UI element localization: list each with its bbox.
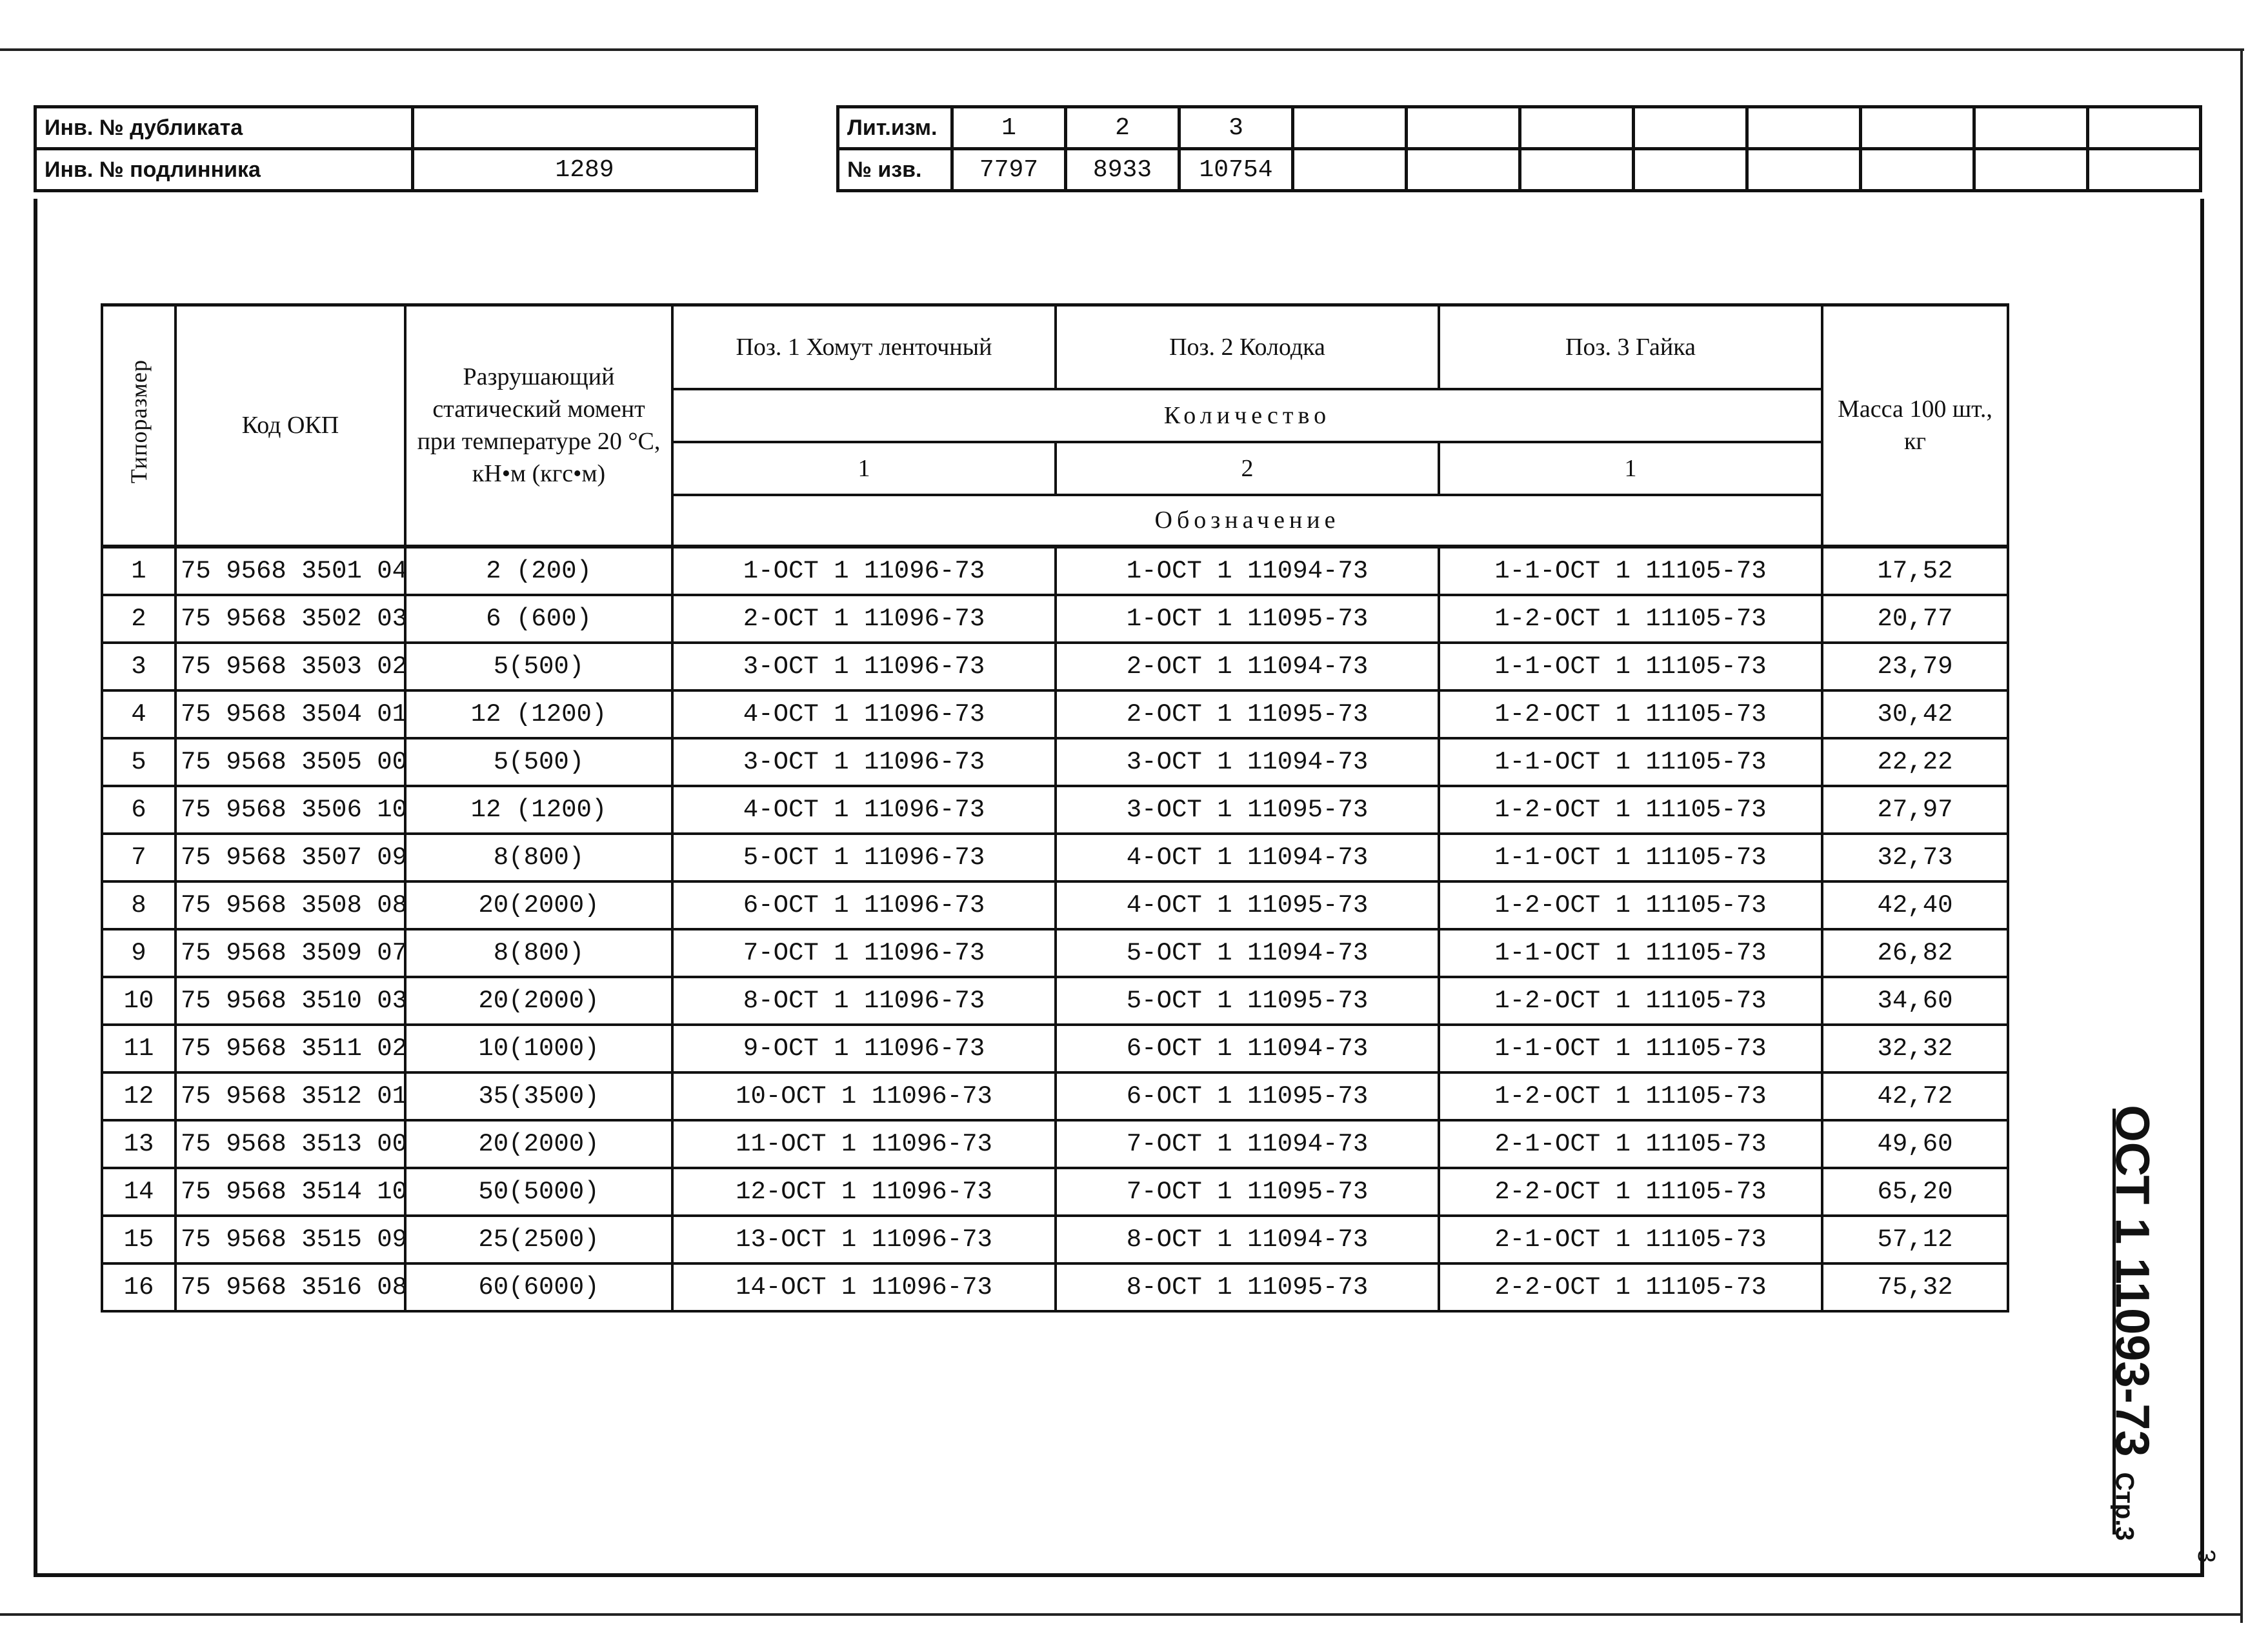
row-moment: 25(2500) [405, 1216, 672, 1263]
row-pos3-designation: 1-2-ОСТ 1 11105-73 [1439, 786, 1822, 834]
row-pos3-designation: 1-1-ОСТ 1 11105-73 [1439, 1025, 1822, 1072]
revision-letter-cell [1293, 107, 1407, 149]
table-row [102, 1025, 2008, 1072]
row-pos1-designation: 11-ОСТ 1 11096-73 [672, 1120, 1056, 1168]
row-pos2-designation: 5-ОСТ 1 11094-73 [1056, 929, 1439, 977]
row-mass: 32,73 [1822, 834, 2008, 881]
row-okp-code: 75 9568 3508 08 [176, 881, 405, 929]
row-size: 2 [102, 595, 176, 643]
row-okp-code: 75 9568 3511 02 [176, 1025, 405, 1072]
table-row [102, 929, 2008, 977]
row-pos3-designation: 1-1-ОСТ 1 11105-73 [1439, 738, 1822, 786]
row-pos1-designation: 9-ОСТ 1 11096-73 [672, 1025, 1056, 1072]
row-size: 5 [102, 738, 176, 786]
row-pos3-designation: 1-1-ОСТ 1 11105-73 [1439, 547, 1822, 595]
change-notice-cell [1634, 149, 1747, 191]
row-mass: 22,22 [1822, 738, 2008, 786]
table-row [102, 977, 2008, 1025]
change-notice-cell: 10754 [1179, 149, 1293, 191]
header-mass: Масса 100 шт., кг [1822, 305, 2008, 547]
table-row [102, 1216, 2008, 1263]
header-qty-pos3: 1 [1439, 442, 1822, 495]
row-okp-code: 75 9568 3514 10 [176, 1168, 405, 1216]
table-row [102, 881, 2008, 929]
row-pos2-designation: 6-ОСТ 1 11094-73 [1056, 1025, 1439, 1072]
row-mass: 17,52 [1822, 547, 2008, 595]
row-size: 13 [102, 1120, 176, 1168]
row-okp-code: 75 9568 3502 03 [176, 595, 405, 643]
row-okp-code: 75 9568 3509 07 [176, 929, 405, 977]
row-mass: 27,97 [1822, 786, 2008, 834]
header-breaking-moment: Разрушающий статический момент при температуре 20 °С, кН•м (кгс•м) [405, 305, 672, 547]
row-pos2-designation: 1-ОСТ 1 11095-73 [1056, 595, 1439, 643]
table-row [102, 834, 2008, 881]
row-okp-code: 75 9568 3504 01 [176, 690, 405, 738]
row-size: 8 [102, 881, 176, 929]
row-moment: 6 (600) [405, 595, 672, 643]
change-notice-label: № изв. [838, 149, 952, 191]
row-okp-code: 75 9568 3507 09 [176, 834, 405, 881]
table-row [102, 595, 2008, 643]
table-row [102, 1072, 2008, 1120]
header-tiporazmer-text: Типоразмер [126, 359, 152, 483]
page-edge-top-line [0, 48, 2244, 51]
row-pos2-designation: 5-ОСТ 1 11095-73 [1056, 977, 1439, 1025]
row-mass: 34,60 [1822, 977, 2008, 1025]
row-okp-code: 75 9568 3515 09 [176, 1216, 405, 1263]
row-pos2-designation: 7-ОСТ 1 11094-73 [1056, 1120, 1439, 1168]
row-okp-code: 75 9568 3501 04 [176, 547, 405, 595]
row-pos2-designation: 2-ОСТ 1 11095-73 [1056, 690, 1439, 738]
row-moment: 60(6000) [405, 1263, 672, 1311]
change-notice-cell [1861, 149, 1974, 191]
row-mass: 42,72 [1822, 1072, 2008, 1120]
row-pos1-designation: 12-ОСТ 1 11096-73 [672, 1168, 1056, 1216]
row-mass: 32,32 [1822, 1025, 2008, 1072]
row-okp-code: 75 9568 3506 10 [176, 786, 405, 834]
table-row [102, 738, 2008, 786]
row-moment: 5(500) [405, 738, 672, 786]
row-okp-code: 75 9568 3503 02 [176, 643, 405, 690]
original-row [35, 149, 757, 191]
header-pos1: Поз. 1 Хомут ленточный [672, 305, 1056, 389]
row-size: 3 [102, 643, 176, 690]
row-pos3-designation: 2-1-ОСТ 1 11105-73 [1439, 1216, 1822, 1263]
row-pos2-designation: 4-ОСТ 1 11095-73 [1056, 881, 1439, 929]
revision-letter-cell [1407, 107, 1520, 149]
row-mass: 42,40 [1822, 881, 2008, 929]
row-pos3-designation: 1-2-ОСТ 1 11105-73 [1439, 881, 1822, 929]
page-label: Стр.3 [2110, 1472, 2139, 1541]
row-size: 7 [102, 834, 176, 881]
header-pos3: Поз. 3 Гайка [1439, 305, 1822, 389]
row-okp-code: 75 9568 3512 01 [176, 1072, 405, 1120]
row-size: 10 [102, 977, 176, 1025]
row-pos2-designation: 4-ОСТ 1 11094-73 [1056, 834, 1439, 881]
page-edge-right-line [2240, 48, 2243, 1623]
change-notice-row [838, 149, 2201, 191]
row-mass: 23,79 [1822, 643, 2008, 690]
sheet-number: 3 [2193, 1549, 2220, 1564]
row-pos3-designation: 2-2-ОСТ 1 11105-73 [1439, 1168, 1822, 1216]
revision-letter-cell: 1 [952, 107, 1066, 149]
row-mass: 75,32 [1822, 1263, 2008, 1311]
row-moment: 8(800) [405, 834, 672, 881]
original-value: 1289 [413, 149, 757, 191]
row-pos2-designation: 7-ОСТ 1 11095-73 [1056, 1168, 1439, 1216]
row-okp-code: 75 9568 3516 08 [176, 1263, 405, 1311]
row-moment: 12 (1200) [405, 786, 672, 834]
row-pos2-designation: 1-ОСТ 1 11094-73 [1056, 547, 1439, 595]
row-pos3-designation: 1-1-ОСТ 1 11105-73 [1439, 643, 1822, 690]
row-mass: 49,60 [1822, 1120, 2008, 1168]
row-pos1-designation: 14-ОСТ 1 11096-73 [672, 1263, 1056, 1311]
row-size: 15 [102, 1216, 176, 1263]
row-okp-code: 75 9568 3513 00 [176, 1120, 405, 1168]
revision-stamp [836, 105, 2202, 192]
row-pos3-designation: 1-1-ОСТ 1 11105-73 [1439, 834, 1822, 881]
row-pos1-designation: 5-ОСТ 1 11096-73 [672, 834, 1056, 881]
revision-letter-cell: 3 [1179, 107, 1293, 149]
table-row [102, 1168, 2008, 1216]
header-designation: Обозначение [672, 495, 1822, 547]
row-pos2-designation: 8-ОСТ 1 11094-73 [1056, 1216, 1439, 1263]
spec-table-body [102, 547, 2008, 1311]
row-moment: 12 (1200) [405, 690, 672, 738]
row-pos1-designation: 10-ОСТ 1 11096-73 [672, 1072, 1056, 1120]
change-notice-cell: 7797 [952, 149, 1066, 191]
header-pos2: Поз. 2 Колодка [1056, 305, 1439, 389]
row-mass: 26,82 [1822, 929, 2008, 977]
change-notice-cell [1747, 149, 1861, 191]
row-pos1-designation: 3-ОСТ 1 11096-73 [672, 643, 1056, 690]
row-okp-code: 75 9568 3505 00 [176, 738, 405, 786]
row-pos1-designation: 2-ОСТ 1 11096-73 [672, 595, 1056, 643]
row-pos1-designation: 13-ОСТ 1 11096-73 [672, 1216, 1056, 1263]
row-pos3-designation: 1-2-ОСТ 1 11105-73 [1439, 595, 1822, 643]
row-pos3-designation: 1-1-ОСТ 1 11105-73 [1439, 929, 1822, 977]
row-moment: 20(2000) [405, 881, 672, 929]
row-pos3-designation: 1-2-ОСТ 1 11105-73 [1439, 690, 1822, 738]
row-size: 14 [102, 1168, 176, 1216]
row-size: 9 [102, 929, 176, 977]
row-size: 12 [102, 1072, 176, 1120]
row-pos3-designation: 1-2-ОСТ 1 11105-73 [1439, 1072, 1822, 1120]
change-notice-cell [1293, 149, 1407, 191]
table-row [102, 1120, 2008, 1168]
page-edge-bottom-line [0, 1613, 2240, 1616]
row-pos2-designation: 2-ОСТ 1 11094-73 [1056, 643, 1439, 690]
header-qty-pos1: 1 [672, 442, 1056, 495]
change-notice-cell [1974, 149, 2088, 191]
duplicate-value [413, 107, 757, 149]
duplicate-label: Инв. № дубликата [35, 107, 413, 149]
row-moment: 2 (200) [405, 547, 672, 595]
row-pos2-designation: 3-ОСТ 1 11095-73 [1056, 786, 1439, 834]
spec-table [101, 303, 2009, 1313]
row-moment: 5(500) [405, 643, 672, 690]
revision-letter-row [838, 107, 2201, 149]
row-pos1-designation: 6-ОСТ 1 11096-73 [672, 881, 1056, 929]
spec-table-header [102, 305, 2008, 547]
revision-letter-cell [1634, 107, 1747, 149]
original-label: Инв. № подлинника [35, 149, 413, 191]
row-pos2-designation: 6-ОСТ 1 11095-73 [1056, 1072, 1439, 1120]
row-pos2-designation: 8-ОСТ 1 11095-73 [1056, 1263, 1439, 1311]
table-row [102, 1263, 2008, 1311]
table-row [102, 643, 2008, 690]
header-okp-code: Код ОКП [176, 305, 405, 547]
row-size: 6 [102, 786, 176, 834]
row-moment: 50(5000) [405, 1168, 672, 1216]
revision-letter-label: Лит.изм. [838, 107, 952, 149]
standard-designation [2100, 1105, 2165, 1541]
table-row [102, 786, 2008, 834]
revision-letter-cell [2088, 107, 2201, 149]
change-notice-cell [2088, 149, 2201, 191]
row-moment: 35(3500) [405, 1072, 672, 1120]
revision-letter-cell [1974, 107, 2088, 149]
row-pos3-designation: 2-2-ОСТ 1 11105-73 [1439, 1263, 1822, 1311]
row-mass: 20,77 [1822, 595, 2008, 643]
row-pos1-designation: 7-ОСТ 1 11096-73 [672, 929, 1056, 977]
row-pos3-designation: 1-2-ОСТ 1 11105-73 [1439, 977, 1822, 1025]
row-pos1-designation: 4-ОСТ 1 11096-73 [672, 690, 1056, 738]
change-notice-cell [1407, 149, 1520, 191]
duplicate-row [35, 107, 757, 149]
row-size: 11 [102, 1025, 176, 1072]
header-quantity: Количество [672, 389, 1822, 442]
change-notice-cell: 8933 [1066, 149, 1179, 191]
row-pos1-designation: 3-ОСТ 1 11096-73 [672, 738, 1056, 786]
header-qty-pos2: 2 [1056, 442, 1439, 495]
row-moment: 10(1000) [405, 1025, 672, 1072]
revision-letter-cell [1747, 107, 1861, 149]
revision-letter-cell [1861, 107, 1974, 149]
row-okp-code: 75 9568 3510 03 [176, 977, 405, 1025]
row-mass: 65,20 [1822, 1168, 2008, 1216]
header-tiporazmer [102, 305, 176, 547]
change-notice-cell [1520, 149, 1634, 191]
row-mass: 30,42 [1822, 690, 2008, 738]
table-row [102, 690, 2008, 738]
table-row [102, 547, 2008, 595]
row-moment: 8(800) [405, 929, 672, 977]
row-pos3-designation: 2-1-ОСТ 1 11105-73 [1439, 1120, 1822, 1168]
row-size: 4 [102, 690, 176, 738]
row-moment: 20(2000) [405, 1120, 672, 1168]
row-size: 1 [102, 547, 176, 595]
row-pos1-designation: 4-ОСТ 1 11096-73 [672, 786, 1056, 834]
row-pos2-designation: 3-ОСТ 1 11094-73 [1056, 738, 1439, 786]
revision-letter-cell [1520, 107, 1634, 149]
revision-letter-cell: 2 [1066, 107, 1179, 149]
standard-number: ОСТ 1 11093-73 [2105, 1105, 2160, 1457]
row-size: 16 [102, 1263, 176, 1311]
row-pos1-designation: 1-ОСТ 1 11096-73 [672, 547, 1056, 595]
row-mass: 57,12 [1822, 1216, 2008, 1263]
row-pos1-designation: 8-ОСТ 1 11096-73 [672, 977, 1056, 1025]
inventory-stamp [34, 105, 758, 192]
row-moment: 20(2000) [405, 977, 672, 1025]
